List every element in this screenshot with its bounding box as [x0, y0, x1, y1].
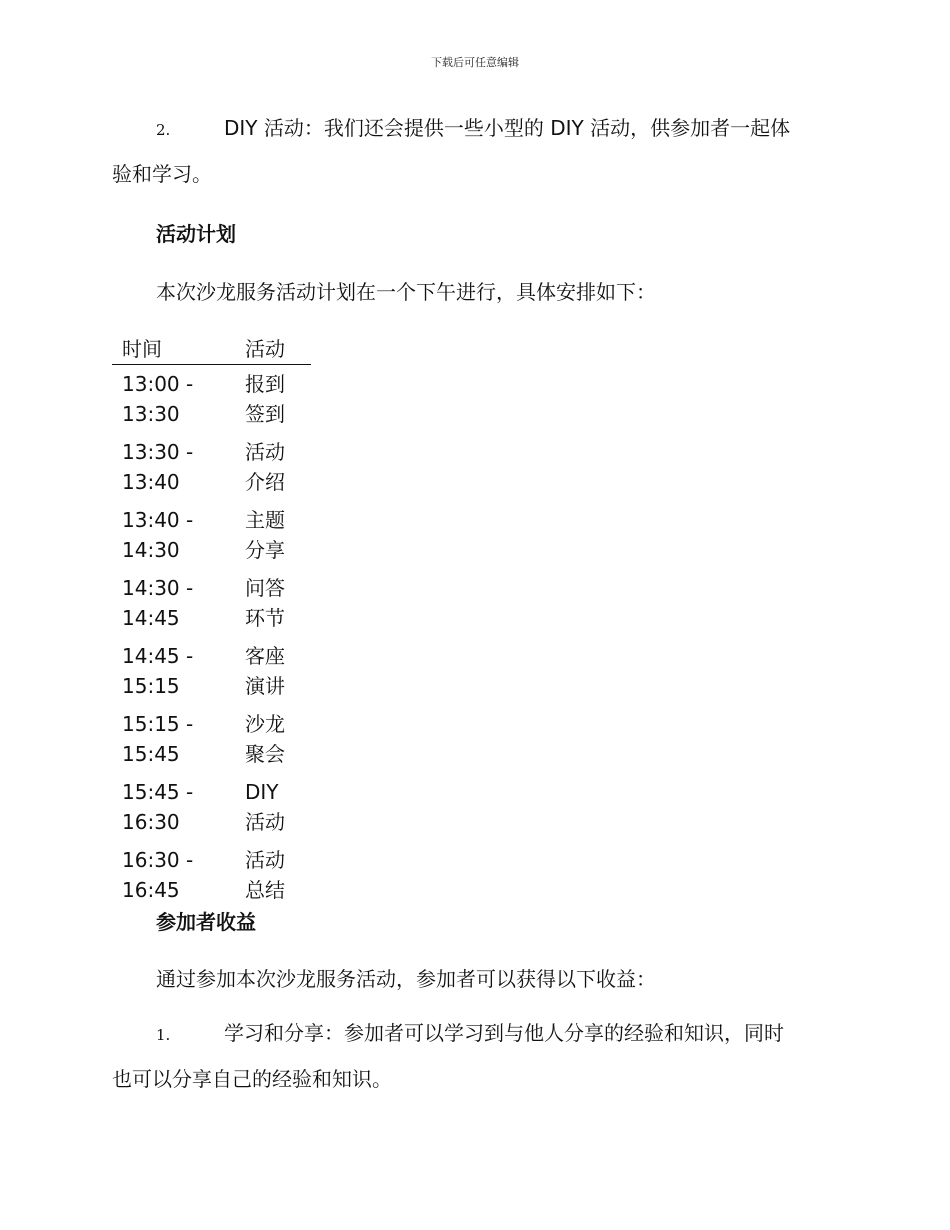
- time-cell: [112, 569, 245, 637]
- activity-cell: [245, 773, 311, 841]
- section-heading-benefits: 参加者收益: [156, 910, 256, 934]
- time-start: 14:30 -: [122, 576, 194, 600]
- time-end: 14:30: [122, 538, 180, 562]
- time-start: 13:40 -: [122, 508, 194, 532]
- time-cell: [112, 841, 245, 909]
- activity-line2: 总结: [245, 878, 285, 902]
- activity-line1: 活动: [245, 440, 285, 464]
- table-row: [112, 501, 311, 569]
- activity-line1: 沙龙: [245, 712, 285, 736]
- table-row: [112, 365, 311, 434]
- list-item-text-line1: DIY 活动：我们还会提供一些小型的 DIY 活动，供参加者一起体: [224, 116, 791, 140]
- activity-cell: [245, 501, 311, 569]
- activity-line1: 主题: [245, 508, 285, 532]
- time-end: 13:30: [122, 402, 180, 426]
- list-item-text-line2: 验和学习。: [112, 162, 212, 186]
- time-start: 14:45 -: [122, 644, 194, 668]
- column-header-activity: 活动: [245, 332, 311, 365]
- activity-line2: 签到: [245, 402, 285, 426]
- table-row: [112, 705, 311, 773]
- activity-cell: [245, 569, 311, 637]
- time-end: 15:45: [122, 742, 180, 766]
- activity-line2: 聚会: [245, 742, 285, 766]
- activity-line1: 活动: [245, 848, 285, 872]
- activity-cell: [245, 637, 311, 705]
- activity-line2: 活动: [245, 810, 285, 834]
- activity-line2: 环节: [245, 606, 285, 630]
- time-end: 16:30: [122, 810, 180, 834]
- time-start: 13:00 -: [122, 372, 194, 396]
- list-item-diy: [112, 106, 834, 196]
- activity-line2: 演讲: [245, 674, 285, 698]
- time-end: 16:45: [122, 878, 180, 902]
- page-header: 下载后可任意编辑: [431, 56, 519, 69]
- time-cell: [112, 637, 245, 705]
- schedule-table: [112, 332, 311, 909]
- activity-line2: 分享: [245, 538, 285, 562]
- time-cell: [112, 773, 245, 841]
- activity-line1: 报到: [245, 372, 285, 396]
- table-row: [112, 569, 311, 637]
- time-cell: [112, 365, 245, 434]
- table-row: [112, 637, 311, 705]
- benefits-intro: 通过参加本次沙龙服务活动，参加者可以获得以下收益：: [156, 967, 656, 991]
- table-row: [112, 841, 311, 909]
- table-row: [112, 433, 311, 501]
- time-end: 14:45: [122, 606, 180, 630]
- activity-cell: [245, 365, 311, 434]
- list-item-text-line2: 也可以分享自己的经验和知识。: [112, 1067, 392, 1091]
- activity-line2: 介绍: [245, 470, 285, 494]
- time-start: 16:30 -: [122, 848, 194, 872]
- list-item-text-line1: 学习和分享：参加者可以学习到与他人分享的经验和知识，同时: [224, 1021, 784, 1045]
- time-cell: [112, 433, 245, 501]
- activity-line1: 客座: [245, 644, 285, 668]
- list-number: 1.: [156, 1026, 171, 1044]
- list-number: 2.: [156, 121, 171, 139]
- time-cell: [112, 705, 245, 773]
- time-start: 15:15 -: [122, 712, 194, 736]
- time-end: 15:15: [122, 674, 180, 698]
- time-start: 13:30 -: [122, 440, 194, 464]
- activity-line1: DIY: [245, 780, 279, 804]
- time-cell: [112, 501, 245, 569]
- activity-cell: [245, 705, 311, 773]
- activity-cell: [245, 841, 311, 909]
- table-header-row: [112, 332, 311, 365]
- plan-intro: 本次沙龙服务活动计划在一个下午进行，具体安排如下：: [156, 280, 656, 304]
- activity-cell: [245, 433, 311, 501]
- column-header-time: 时间: [112, 332, 245, 365]
- list-item-learning: [112, 1011, 834, 1101]
- activity-line1: 问答: [245, 576, 285, 600]
- table-row: [112, 773, 311, 841]
- section-heading-plan: 活动计划: [156, 222, 236, 246]
- time-end: 13:40: [122, 470, 180, 494]
- time-start: 15:45 -: [122, 780, 194, 804]
